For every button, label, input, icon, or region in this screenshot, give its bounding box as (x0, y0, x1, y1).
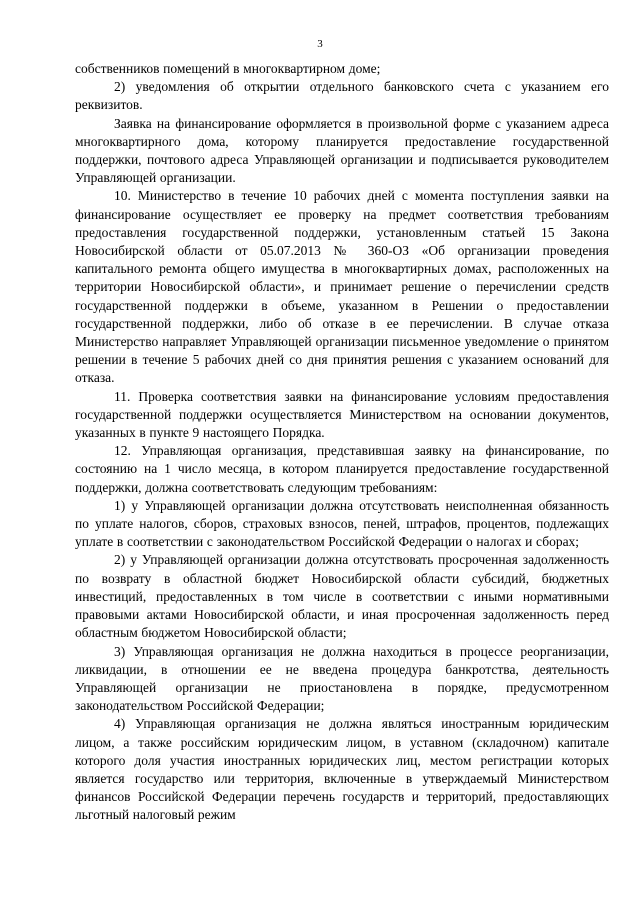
paragraph-clause-12: 12. Управляющая организация, представившая заявку на финансирование, по состоянию на 1 число месяца, в котором планируется предоставление государственной поддержки, должна соответствовать следующим требованиям: (75, 443, 609, 495)
paragraph-clause-10: 10. Министерство в течение 10 рабочих дней с момента поступления заявки на финансирование осуществляет ее проверку на предмет соответствия требованиям предоставления государственной поддержки, установленным статьей 15 Закона Новосибирской области от 05.07.2013 № 360-ОЗ «Об организации проведения капитального ремонта общего имущества в многоквартирных домах, расположенных на территории Новосибирской области», и принимает решение о перечислении средств государственной поддержки в объеме, указанном в Решении о предоставлении государственной поддержки, либо об отказе в ее перечислении. В случае отказа Министерство направляет Управляющей организации письменное уведомление о принятом решении в течение 5 рабочих дней со дня принятия решения с указанием оснований для отказа. (75, 188, 609, 386)
paragraph-item-2-notification: 2) уведомления об открытии отдельного банковского счета с указанием его реквизитов. (75, 79, 609, 113)
paragraph-requirement-2: 2) у Управляющей организации должна отсутствовать просроченная задолженность по возврату в областной бюджет Новосибирской области субсидий, бюджетных инвестиций, предоставленных в том числе в соответствии с иными нормативными правовыми актами Новосибирской области, и иная просроченная задолженность перед областным бюджетом Новосибирской области; (75, 552, 609, 641)
paragraph-requirement-4: 4) Управляющая организация не должна являться иностранным юридическим лицом, а также российским юридическим лицом, в уставном (складочном) капитале которого доля участия иностранных юридических лиц, местом регистрации которых является государство или территория, включенные в утверждаемый Министерством финансов Российской Федерации перечень государств и территорий, предоставляющих льготный налоговый режим (75, 716, 609, 823)
paragraph-continuation: собственников помещений в многоквартирном доме; (75, 61, 381, 76)
paragraph-requirement-1: 1) у Управляющей организации должна отсутствовать неисполненная обязанность по уплате налогов, сборов, страховых взносов, пеней, штрафов, процентов, подлежащих уплате в соответствии с законодательством Российской Федерации о налогах и сборах; (75, 497, 609, 550)
page-number: 3 (317, 38, 323, 50)
paragraph-clause-11: 11. Проверка соответствия заявки на финансирование условиям предоставления государственной поддержки осуществляется Министерством на основании документов, указанных в пункте 9 настоящего Порядка. (75, 388, 609, 441)
paragraph-application-form: Заявка на финансирование оформляется в произвольной форме с указанием адреса многоквартирного дома, которому планируется предоставление государственной поддержки, почтового адреса Управляющей организации и подписывается руководителем Управляющей организации. (75, 115, 609, 186)
document-body (75, 60, 609, 825)
paragraph-requirement-3: 3) Управляющая организация не должна находиться в процессе реорганизации, ликвидации, в отношении ее не введена процедура банкротства, деятельность Управляющей организации не приостановлена в порядке, предусмотренном законодательством Российской Федерации; (75, 643, 609, 714)
